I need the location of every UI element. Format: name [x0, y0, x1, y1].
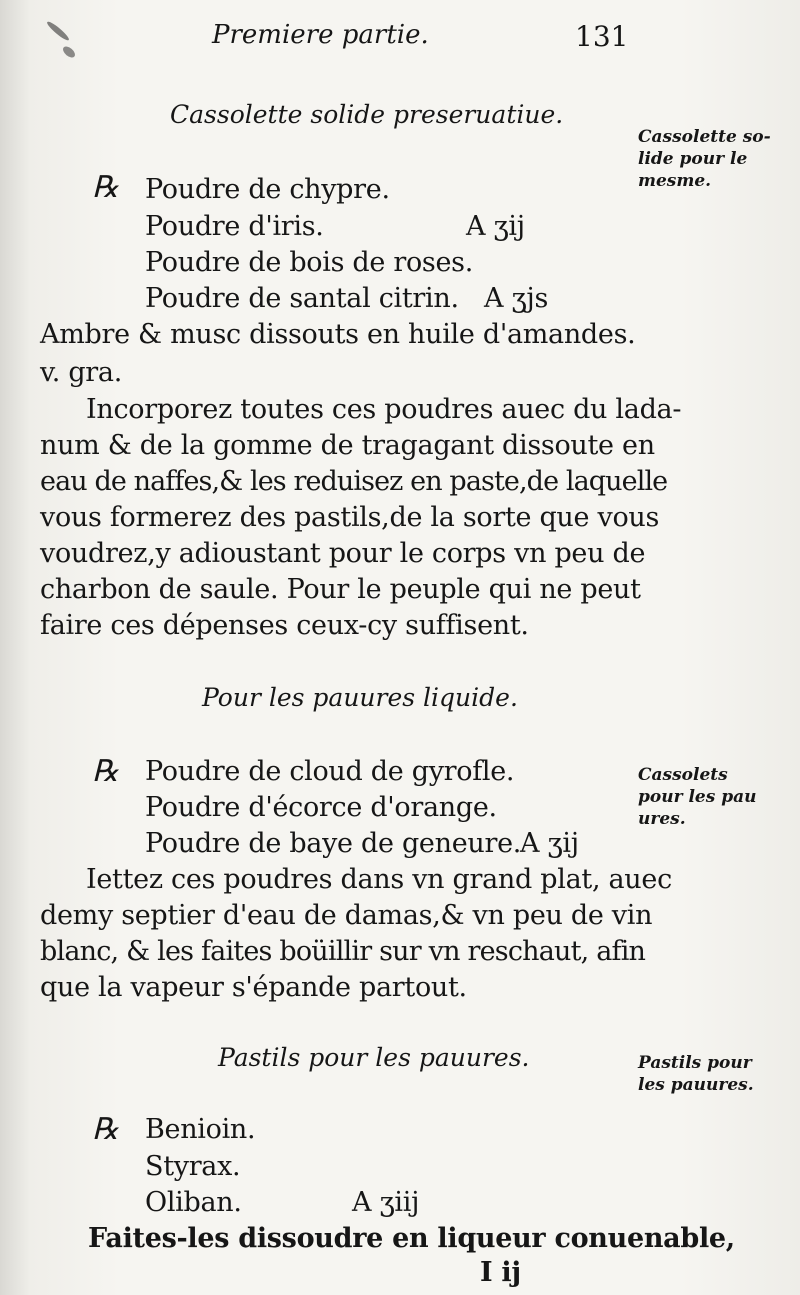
margin-note: Cassolette so- lide pour le mesme. [638, 127, 771, 191]
paragraph-line: Faites-les dissoudre en liqueur conuenable, [88, 1223, 735, 1254]
recipe-symbol: ℞ [92, 754, 119, 789]
ingredient-quantity: A ʒij [520, 828, 579, 859]
page-number: 131 [575, 20, 629, 53]
paragraph-line: demy septier d'eau de damas,& vn peu de vin [40, 900, 653, 931]
margin-note: Cassolets pour les pau ures. [638, 765, 757, 829]
text-line: Ambre & musc dissouts en huile d'amandes. [40, 319, 636, 350]
paragraph-line: vous formerez des pastils,de la sorte que vous [40, 502, 660, 533]
recipe-symbol: ℞ [92, 170, 119, 205]
ingredient-line: Poudre de santal citrin. [145, 283, 459, 314]
section-title: Pour les pauures liquide. [202, 683, 518, 712]
paragraph-line: Incorporez toutes ces poudres auec du lada- [86, 394, 682, 425]
paragraph-line: que la vapeur s'épande partout. [40, 972, 467, 1003]
paragraph-line: num & de la gomme de tragagant dissoute en [40, 430, 655, 461]
running-head: Premiere partie. [212, 20, 429, 50]
paragraph-line: faire ces dépenses ceux-cy suffisent. [40, 610, 529, 641]
ingredient-quantity: A ʒij [466, 211, 525, 242]
paragraph-line: blanc, & les faites boüillir sur vn reschaut, afin [40, 936, 646, 967]
ingredient-line: Poudre de cloud de gyrofle. [145, 756, 515, 787]
ingredient-line: Poudre d'écorce d'orange. [145, 792, 497, 823]
ingredient-line: Poudre d'iris. [145, 211, 324, 242]
ingredient-line: Poudre de baye de geneure. [145, 828, 522, 859]
ingredient-line: Benioin. [145, 1114, 256, 1145]
ingredient-line: Poudre de bois de roses. [145, 247, 474, 278]
ingredient-line: Styrax. [145, 1151, 241, 1182]
ingredient-quantity: A ʒjs [484, 283, 549, 314]
section-title: Cassolette solide preseruatiue. [170, 100, 564, 129]
ingredient-line: Poudre de chypre. [145, 174, 390, 205]
margin-note: Pastils pour les pauures. [638, 1053, 754, 1095]
signature-mark: I ij [480, 1257, 521, 1288]
ingredient-quantity: A ʒiij [352, 1187, 420, 1218]
paragraph-line: eau de naffes,& les reduisez en paste,de laquelle [40, 466, 668, 497]
paragraph-line: charbon de saule. Pour le peuple qui ne peut [40, 574, 641, 605]
paragraph-line: voudrez,y adioustant pour le corps vn peu de [40, 538, 646, 569]
ingredient-line: Oliban. [145, 1187, 242, 1218]
section-title: Pastils pour les pauures. [218, 1043, 530, 1072]
recipe-symbol: ℞ [92, 1112, 119, 1147]
paragraph-line: Iettez ces poudres dans vn grand plat, auec [86, 864, 672, 895]
text-line: v. gra. [40, 357, 122, 388]
